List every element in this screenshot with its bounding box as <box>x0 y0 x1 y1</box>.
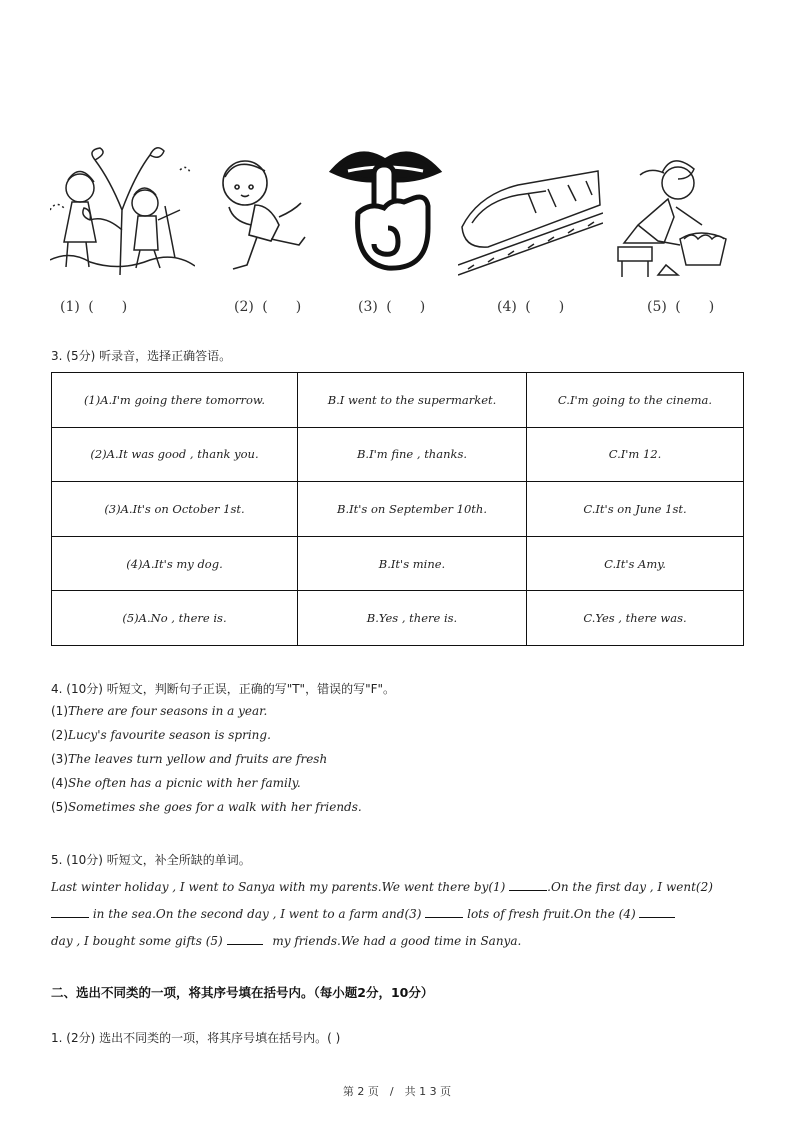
children-planting-tree-picture <box>50 140 195 275</box>
item-number: (5) <box>51 800 68 814</box>
option-cell[interactable]: B.It's mine. <box>298 536 527 591</box>
item-number: (4) <box>51 776 68 790</box>
question-3-options-table <box>51 372 744 646</box>
option-cell[interactable]: B.It's on September 10th. <box>298 482 527 537</box>
option-cell[interactable]: B.Yes , there is. <box>298 591 527 646</box>
caption-2 <box>234 296 301 316</box>
item-text: There are four seasons in a year. <box>68 704 268 718</box>
options-row <box>52 427 744 482</box>
answer-blank[interactable]: ( ) <box>675 299 715 315</box>
item-number: (3) <box>51 752 68 766</box>
passage-text: day , I bought some gifts (5) <box>51 934 223 948</box>
tf-item-1 <box>51 704 267 718</box>
options-row <box>52 373 744 428</box>
item-text: Lucy's favourite season is spring. <box>68 728 271 742</box>
item-text: The leaves turn yellow and fruits are fresh <box>68 752 328 766</box>
girl-washing-clothes-picture <box>610 155 730 280</box>
option-cell[interactable]: (1)A.I'm going there tomorrow. <box>52 373 298 428</box>
caption-number: (2) <box>234 299 254 315</box>
tf-item-3 <box>51 752 327 766</box>
page-footer: 第 2 页 / 共 1 3 页 <box>342 1085 452 1098</box>
section-2-heading: 二、选出不同类的一项，将其序号填在括号内。（每小题2分，10分） <box>51 985 434 1000</box>
caption-4 <box>497 296 564 316</box>
options-row <box>52 536 744 591</box>
passage-line-1 <box>51 878 743 894</box>
caption-3 <box>358 296 425 316</box>
passage-text: lots of fresh fruit.On the (4) <box>467 907 636 921</box>
blank-5[interactable] <box>227 932 263 945</box>
blank-4[interactable] <box>639 905 675 918</box>
passage-text: .On the first day , I went(2) <box>547 880 713 894</box>
option-cell[interactable]: (5)A.No , there is. <box>52 591 298 646</box>
question-3-heading: 3. (5分) 听录音，选择正确答语。 <box>51 349 232 363</box>
section-2-question-1: 1. (2分) 选出不同类的一项，将其序号填在括号内。( ) <box>51 1031 341 1045</box>
option-cell[interactable]: (3)A.It's on October 1st. <box>52 482 298 537</box>
tf-item-4 <box>51 776 301 790</box>
caption-number: (4) <box>497 299 517 315</box>
item-text: Sometimes she goes for a walk with her friends. <box>68 800 362 814</box>
blank-1[interactable] <box>509 878 547 891</box>
high-speed-train-picture <box>458 165 603 280</box>
boy-running-picture <box>215 155 315 275</box>
option-cell[interactable]: (2)A.It was good , thank you. <box>52 427 298 482</box>
question-4-heading: 4. (10分) 听短文，判断句子正误，正确的写"T"，错误的写"F"。 <box>51 682 396 696</box>
caption-1 <box>60 296 127 316</box>
option-cell[interactable]: C.Yes , there was. <box>527 591 744 646</box>
passage-line-2 <box>51 905 743 921</box>
caption-number: (3) <box>358 299 378 315</box>
blank-3[interactable] <box>425 905 463 918</box>
option-cell[interactable]: B.I went to the supermarket. <box>298 373 527 428</box>
option-cell[interactable]: (4)A.It's my dog. <box>52 536 298 591</box>
passage-text: Last winter holiday , I went to Sanya with my parents.We went there by(1) <box>51 880 506 894</box>
blank-2[interactable] <box>51 905 89 918</box>
answer-blank[interactable]: ( ) <box>88 299 128 315</box>
tf-item-2 <box>51 728 271 742</box>
passage-text: in the sea.On the second day , I went to a farm and(3) <box>92 907 422 921</box>
item-number: (2) <box>51 728 68 742</box>
option-cell[interactable]: C.I'm 12. <box>527 427 744 482</box>
item-number: (1) <box>51 704 68 718</box>
option-cell[interactable]: C.It's on June 1st. <box>527 482 744 537</box>
options-row <box>52 591 744 646</box>
option-cell[interactable]: C.I'm going to the cinema. <box>527 373 744 428</box>
passage-text: my friends.We had a good time in Sanya. <box>272 934 522 948</box>
passage-line-3 <box>51 932 743 948</box>
option-cell[interactable]: C.It's Amy. <box>527 536 744 591</box>
item-text: She often has a picnic with her family. <box>68 776 301 790</box>
caption-number: (1) <box>60 299 80 315</box>
option-cell[interactable]: B.I'm fine , thanks. <box>298 427 527 482</box>
caption-number: (5) <box>647 299 667 315</box>
caption-5 <box>647 296 714 316</box>
question-5-heading: 5. (10分) 听短文，补全所缺的单词。 <box>51 853 251 867</box>
be-quiet-gesture-picture <box>328 143 443 278</box>
answer-blank[interactable]: ( ) <box>525 299 565 315</box>
answer-blank[interactable]: ( ) <box>386 299 426 315</box>
options-row <box>52 482 744 537</box>
answer-blank[interactable]: ( ) <box>262 299 302 315</box>
tf-item-5 <box>51 800 362 814</box>
